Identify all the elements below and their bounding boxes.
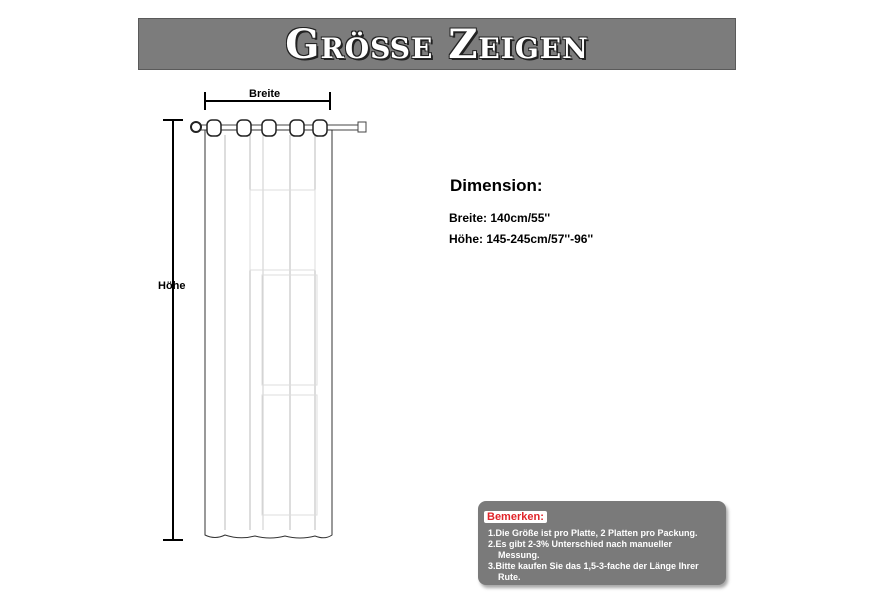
notes-list <box>488 528 716 583</box>
notes-box <box>478 501 726 585</box>
note-item: 2.Es gibt 2-3% Unterschied nach manueller Messung. <box>488 539 673 560</box>
note-item: 3.Bitte kaufen Sie das 1,5-3-fache der Länge Ihrer Rute. <box>488 561 699 582</box>
width-label: Breite <box>249 88 281 100</box>
height-dimension-line <box>163 120 183 540</box>
banner-title: Größe Zeigen <box>285 20 589 68</box>
curtain-panel <box>205 130 332 538</box>
notes-title: Bemerken: <box>484 511 547 523</box>
note-item: 1.Die Größe ist pro Platte, 2 Platten pro Packung. <box>488 528 698 538</box>
height-label: Höhe <box>158 280 186 292</box>
dimension-heading: Dimension: <box>450 176 543 195</box>
dimension-height: Höhe: 145-245cm/57''-96'' <box>449 232 594 246</box>
dimension-width: Breite: 140cm/55'' <box>449 211 551 225</box>
